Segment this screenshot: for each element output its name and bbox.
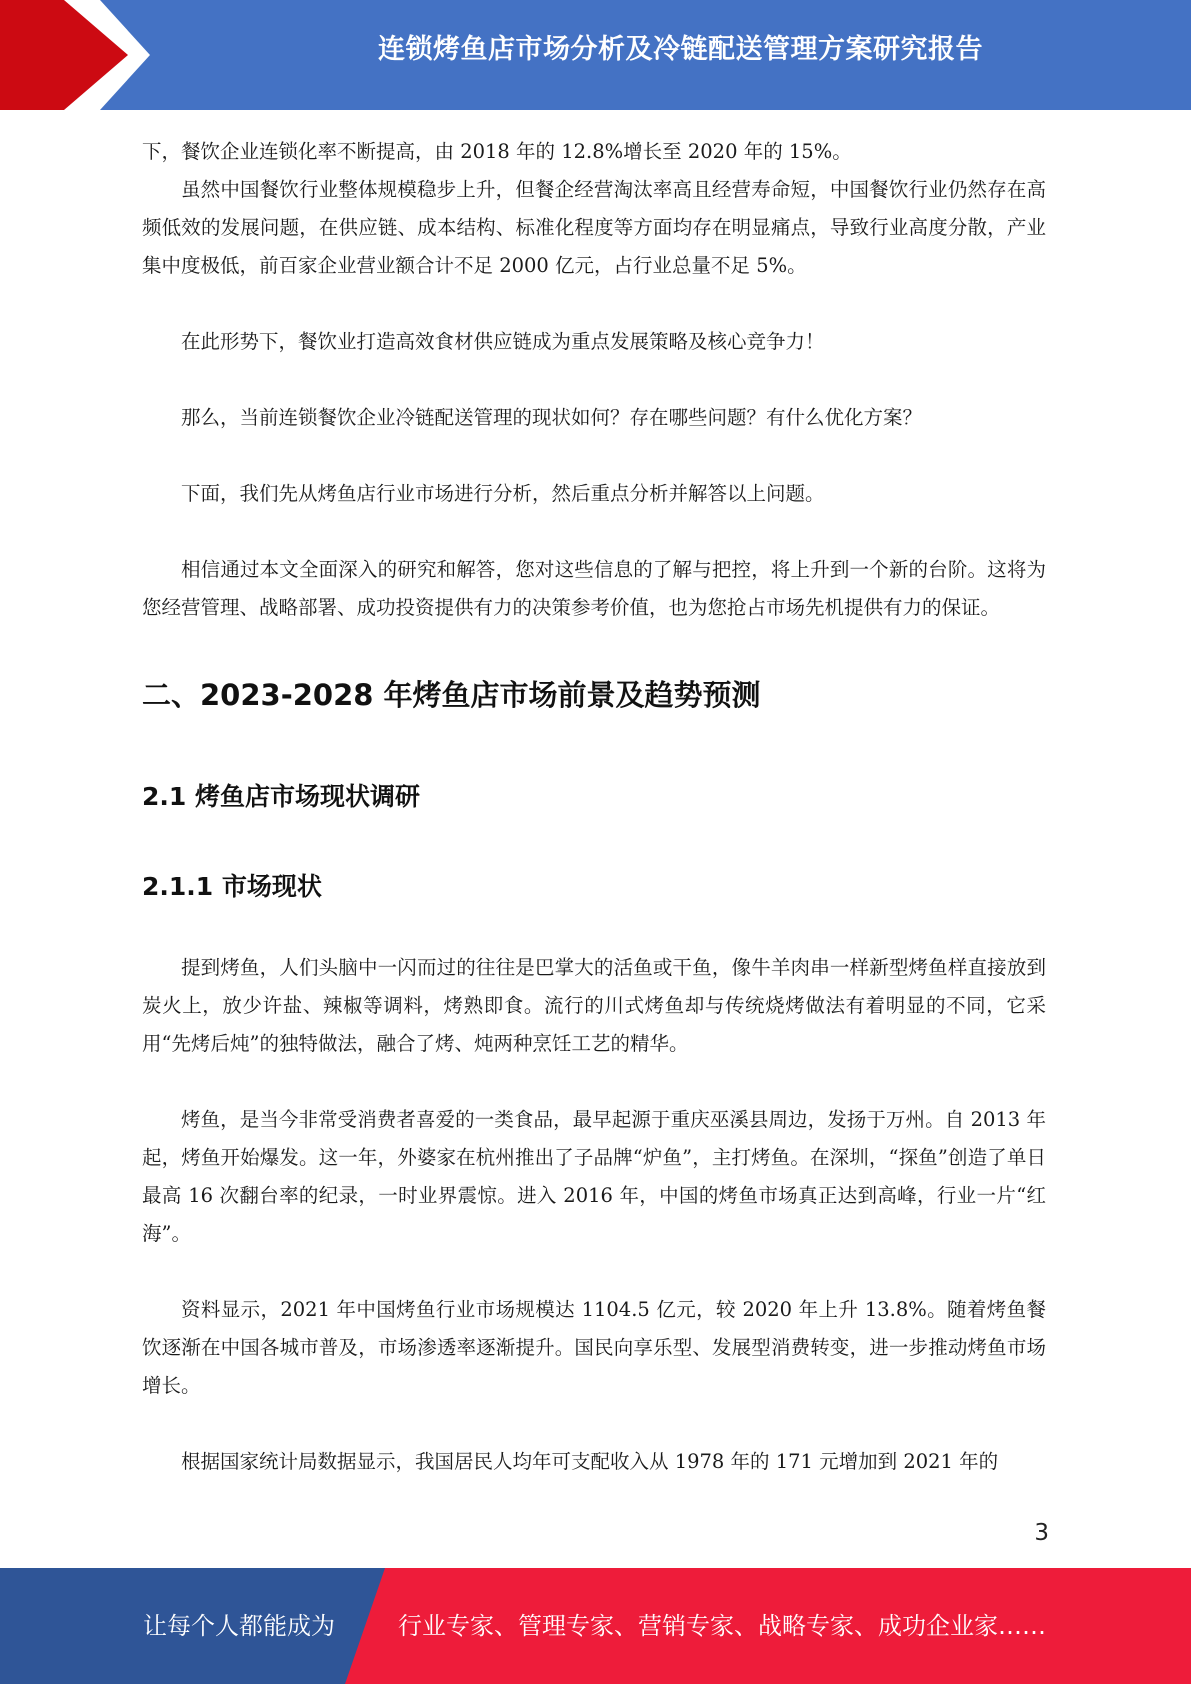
- paragraph: 提到烤鱼，人们头脑中一闪而过的往往是巴掌大的活鱼或干鱼，像牛羊肉串一样新型烤鱼样直接放到炭火上，放少许盐、辣椒等调料，烤熟即食。流行的川式烤鱼却与传统烧烤做法有着明显的不同，它采用“先烤后炖”的独特做法，融合了烤、炖两种烹饪工艺的精华。: [142, 956, 1046, 1055]
- paragraph: 那么，当前连锁餐饮企业冷链配送管理的现状如何？存在哪些问题？有什么优化方案？: [181, 406, 923, 429]
- header-arrow-icon: [0, 0, 160, 110]
- paragraph: 下，餐饮企业连锁化率不断提高，由 2018 年的 12.8%增长至 2020 年的 15%。: [142, 140, 852, 163]
- paragraph: 资料显示，2021 年中国烤鱼行业市场规模达 1104.5 亿元，较 2020 年上升 13.8%。随着烤鱼餐饮逐渐在中国各城市普及，市场渗透率逐渐提升。国民向享乐型、发展型消费转变，进一步推动烤鱼市场增长。: [142, 1298, 1046, 1397]
- document-body: [142, 133, 1046, 1481]
- footer-slogan: 让每个人都能成为: [143, 1612, 335, 1640]
- section-heading: 二、2023-2028 年烤鱼店市场前景及趋势预测: [142, 678, 761, 712]
- paragraph: 根据国家统计局数据显示，我国居民人均年可支配收入从 1978 年的 171 元增加到 2021 年的: [181, 1450, 999, 1473]
- paragraph: 在此形势下，餐饮业打造高效食材供应链成为重点发展策略及核心竞争力！: [181, 330, 825, 353]
- paragraph: 相信通过本文全面深入的研究和解答，您对这些信息的了解与把控，将上升到一个新的台阶。这将为您经营管理、战略部署、成功投资提供有力的决策参考价值，也为您抢占市场先机提供有力的保证。: [142, 558, 1046, 619]
- paragraph: 虽然中国餐饮行业整体规模稳步上升，但餐企经营淘汰率高且经营寿命短，中国餐饮行业仍然存在高频低效的发展问题，在供应链、成本结构、标准化程度等方面均存在明显痛点，导致行业高度分散，产业集中度极低，前百家企业营业额合计不足 2000 亿元，占行业总量不足 5%。: [142, 178, 1046, 277]
- paragraph: 烤鱼，是当今非常受消费者喜爱的一类食品，最早起源于重庆巫溪县周边，发扬于万州。自 2013 年起，烤鱼开始爆发。这一年，外婆家在杭州推出了子品牌“炉鱼”，主打烤鱼。在深圳，“探鱼”创造了单日最高 16 次翻台率的纪录，一时业界震惊。进入 2016 年，中国的烤鱼市场真正达到高峰，行业一片“红海”。: [142, 1108, 1046, 1245]
- page-number: 3: [1034, 1520, 1049, 1546]
- subsection-heading: 2.1 烤鱼店市场现状调研: [142, 782, 420, 811]
- page-footer: [0, 1568, 1191, 1684]
- page-header: [0, 0, 1191, 110]
- sub-subsection-heading: 2.1.1 市场现状: [142, 872, 322, 901]
- report-title: 连锁烤鱼店市场分析及冷链配送管理方案研究报告: [378, 34, 983, 65]
- footer-tagline: 行业专家、管理专家、营销专家、战略专家、成功企业家……: [398, 1612, 1046, 1640]
- paragraph: 下面，我们先从烤鱼店行业市场进行分析，然后重点分析并解答以上问题。: [181, 482, 825, 505]
